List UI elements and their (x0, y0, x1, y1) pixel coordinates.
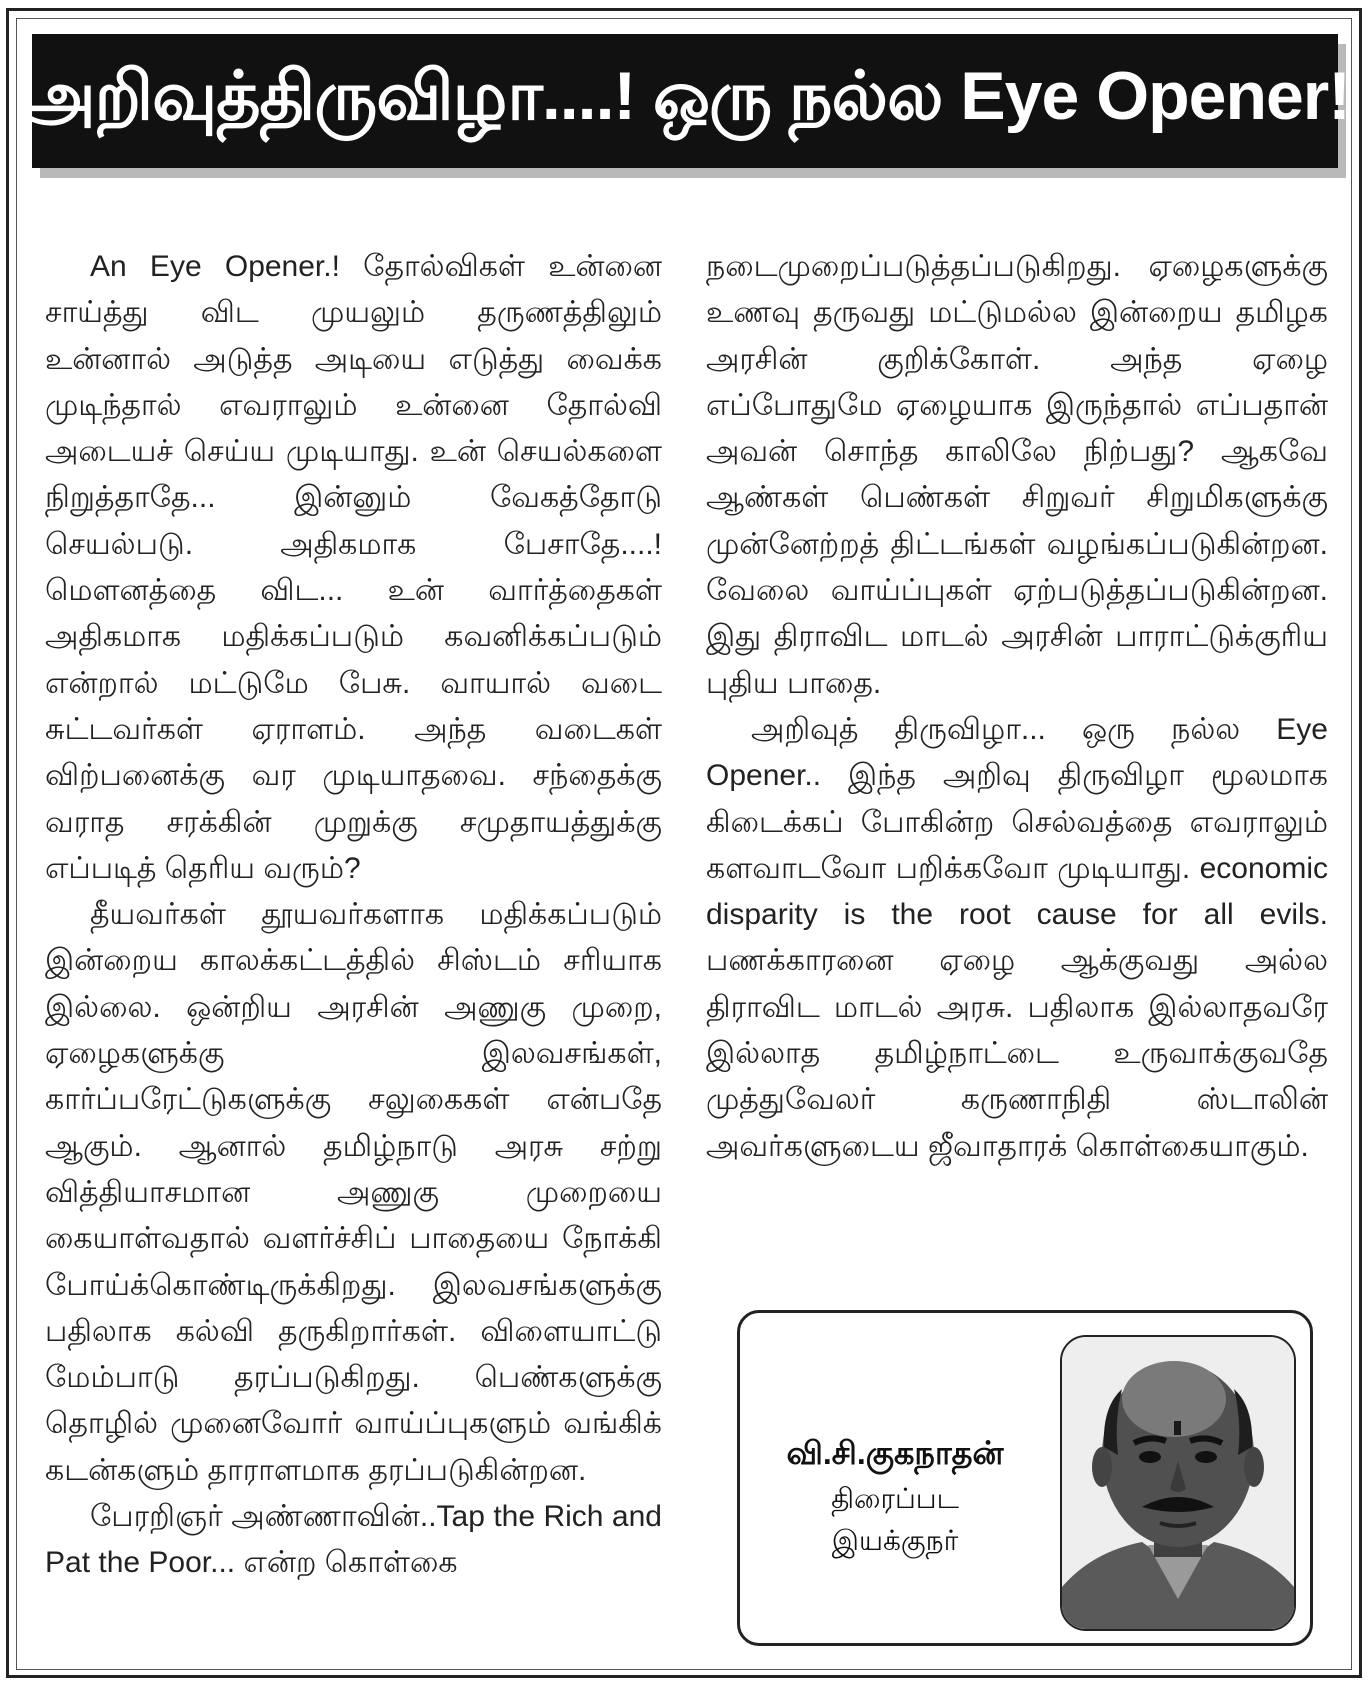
right-column (706, 244, 1328, 1170)
author-box (737, 1310, 1313, 1646)
left-paragraph-3: பேரறிஞர் அண்ணாவின்..Tap the Rich and Pat the Poor... என்ற கொள்கை (45, 1500, 662, 1580)
left-paragraph-1: An Eye Opener.! தோல்விகள் உன்னை சாய்த்து விட முயலும் தருணத்திலும் உன்னால் அடுத்த அடியை எடுத்து வைக்க முடிந்தால் எவராலும் உன்னை தோல்வி அடையச் செய்ய முடியாது. உன் செயல்களை நிறுத்தாதே... இன்னும் வேகத்தோடு செயல்படு. அதிகமாக பேசாதே....! மௌனத்தை விட... உன் வார்த்தைகள் அதிகமாக மதிக்கப்படும் கவனிக்கப்படும் என்றால் மட்டுமே பேசு. வாயால் வடை சுட்டவர்கள் ஏராளம். அந்த வடைகள் விற்பனைக்கு வர முடியாதவை. சந்தைக்கு வராத சரக்கின் முறுக்கு சமுதாயத்துக்கு எப்படித் தெரிய வரும்? (45, 250, 662, 885)
author-name: வி.சி.குகநாதன் (786, 1435, 1004, 1471)
author-role-line-1: திரைப்பட (831, 1483, 959, 1514)
author-portrait-icon (1062, 1337, 1294, 1629)
right-paragraph-2: அறிவுத் திருவிழா... ஒரு நல்ல Eye Opener.. இந்த அறிவு திருவிழா மூலமாக கிடைக்கப் போகின்ற செல்வத்தை எவராலும் களவாடவோ பறிக்கவோ முடியாது. economic disparity is the root cause for all evils. பணக்காரனை ஏழை ஆக்குவது அல்ல திராவிட மாடல் அரசு. பதிலாக இல்லாதவரே இல்லாத தமிழ்நாட்டை உருவாக்குவதே முத்துவேலர் கருணாநிதி ஸ்டாலின் அவர்களுடைய ஜீவாதாரக் கொள்கையாகும். (706, 712, 1328, 1163)
left-paragraph-2: தீயவர்கள் தூயவர்களாக மதிக்கப்படும் இன்றைய காலக்கட்டத்தில் சிஸ்டம் சரியாக இல்லை. ஒன்றிய அரசின் அணுகு முறை, ஏழைகளுக்கு இலவசங்கள், கார்ப்பரேட்டுகளுக்கு சலுகைகள் என்பதே ஆகும். ஆனால் தமிழ்நாடு அரசு சற்று வித்தியாசமான அணுகு முறையை கையாள்வதால் வளர்ச்சிப் பாதையை நோக்கி போய்க்கொண்டிருக்கிறது. இலவசங்களுக்கு பதிலாக கல்வி தருகிறார்கள். விளையாட்டு மேம்பாடு தரப்படுகிறது. பெண்களுக்கு தொழில் முனைவோர் வாய்ப்புகளும் வங்கிக் கடன்களும் தாராளமாக தரப்படுகின்றன. (45, 898, 662, 1487)
author-photo (1060, 1335, 1296, 1631)
headline-text: அறிவுத்திருவிழா....! ஒரு நல்ல Eye Opener! (20, 58, 1350, 134)
headline-banner (20, 34, 1350, 168)
left-column (45, 244, 662, 1587)
author-role-line-2: இயக்குநர் (831, 1525, 959, 1556)
right-paragraph-1: நடைமுறைப்படுத்தப்படுகிறது. ஏழைகளுக்கு உணவு தருவது மட்டுமல்ல இன்றைய தமிழக அரசின் குறிக்கோள். அந்த ஏழை எப்போதுமே ஏழையாக இருந்தால் எப்பதான் அவன் சொந்த காலிலே நிற்பது? ஆகவே ஆண்கள் பெண்கள் சிறுவர் சிறுமிகளுக்கு முன்னேற்றத் திட்டங்கள் வழங்கப்படுகின்றன. வேலை வாய்ப்புகள் ஏற்படுத்தப்படுகின்றன. இது திராவிட மாடல் அரசின் பாராட்டுக்குரிய புதிய பாதை. (706, 250, 1328, 700)
